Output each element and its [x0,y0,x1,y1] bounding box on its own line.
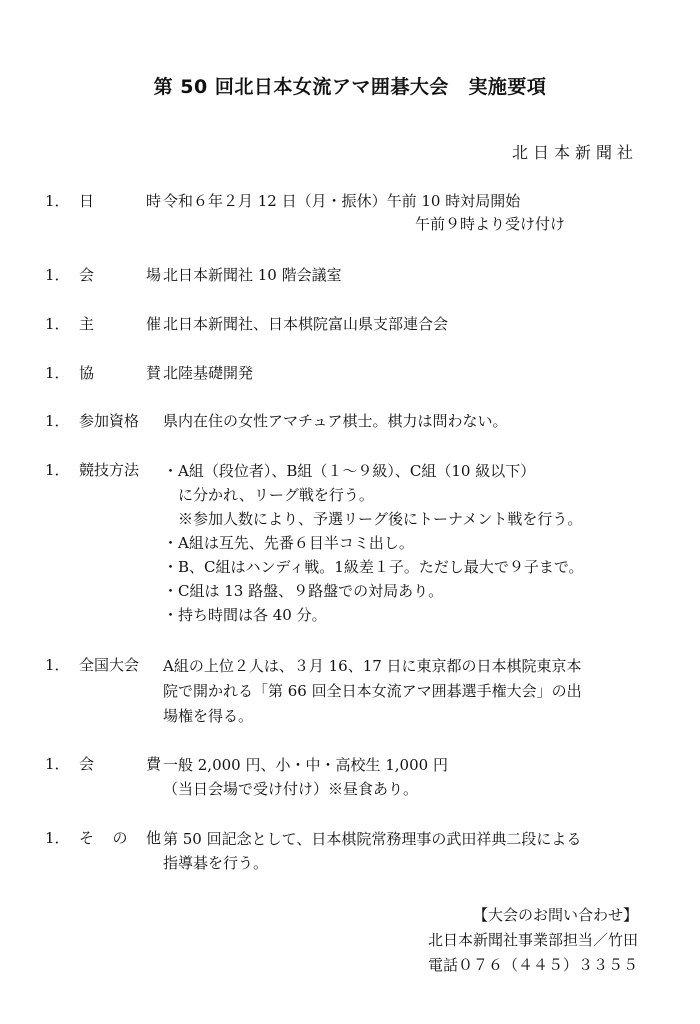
item-competition-format [45,459,665,627]
label-char: 時 [145,192,161,210]
item-number: 1． [45,192,70,210]
body-line: ・A組（段位者）、B組（１～９級）、C組（10 級以下） [163,462,536,480]
body-line: 北日本新聞社 10 階会議室 [163,266,342,284]
body-line: 令和６年２月 12 日（月・振休）午前 10 時対局開始 [163,192,521,210]
item-body [163,362,665,385]
label-char: 主 [79,315,95,333]
item-label: 参加資格 [79,412,140,430]
item-venue [45,264,665,287]
item-body [163,264,665,287]
label-char: 賛 [145,364,161,382]
item-organizer [45,313,665,336]
item-label [79,362,161,385]
label-char: の [112,829,128,847]
item-sponsor [45,362,665,385]
contact-department: 北日本新聞社事業部担当／竹田 [427,931,638,949]
item-number: 1． [45,656,70,674]
organization-name: 北日本新聞社 [511,143,638,162]
body-line: 北陸基礎開発 [163,364,254,382]
item-number: 1． [45,364,70,382]
body-line: 場権を得る。 [163,707,254,725]
body-line: に分かれ、リーグ戦を行う。 [178,486,374,504]
item-body [163,654,665,729]
item-body [163,313,665,336]
body-line: ・B、C組はハンディ戦。1級差１子。ただし最大で９子まで。 [163,558,584,576]
item-body [163,410,665,433]
label-char: 協 [79,364,95,382]
label-char: 他 [145,829,161,847]
item-label [79,264,161,287]
item-fee [45,753,665,801]
item-eligibility [45,410,665,433]
body-line: 第 50 回記念として、日本棋院常務理事の武田祥典二段による [163,830,582,848]
item-label [79,827,161,850]
body-line: 県内在住の女性アマチュア棋士。棋力は問わない。 [163,412,508,430]
page-title: 第 50 回北日本女流アマ囲碁大会 実施要項 [153,76,547,98]
label-char: 日 [79,192,95,210]
body-line: A組の上位２人は、３月 16、17 日に東京都の日本棋院東京本 [163,657,582,675]
item-other [45,827,665,875]
item-number: 1． [45,461,70,479]
body-line: 午前９時より受け付け [415,215,566,233]
contact-block [428,903,638,978]
item-number: 1． [45,412,70,430]
item-number: 1． [45,315,70,333]
body-line: ※参加人数により、予選リーグ後にトーナメント戦を行う。 [178,510,583,528]
item-national-tournament [45,654,665,729]
body-line: 一般 2,000 円、小・中・高校生 1,000 円 [163,756,448,774]
item-label [79,313,161,336]
item-body [163,827,665,875]
contact-heading: 【大会のお問い合わせ】 [472,906,638,924]
body-line: 院で開かれる「第 66 回全日本女流アマ囲碁選手権大会」の出 [163,682,582,700]
item-label [79,190,161,213]
body-line: （当日会場で受け付け）※昼食あり。 [163,780,419,798]
body-line: ・持ち時間は各 40 分。 [163,606,327,624]
item-label [79,753,161,776]
item-number: 1． [45,755,70,773]
label-char: そ [79,829,95,847]
label-char: 会 [79,755,95,773]
item-label: 競技方法 [79,461,140,479]
item-datetime [45,190,665,236]
item-number: 1． [45,266,70,284]
body-line: ・C組は 13 路盤、９路盤での対局あり。 [163,582,444,600]
item-body [163,190,665,236]
body-line: 指導碁を行う。 [163,854,269,872]
label-char: 場 [145,266,161,284]
label-char: 費 [145,755,161,773]
item-body [163,459,665,627]
contact-phone: 電話０７６（４４５）３３５５ [427,956,638,974]
body-line: 北日本新聞社、日本棋院富山県支部連合会 [163,315,449,333]
label-char: 催 [145,315,161,333]
item-label: 全国大会 [79,656,140,674]
label-char: 会 [79,266,95,284]
item-number: 1． [45,829,70,847]
item-body [163,753,665,801]
body-line: ・A組は互先、先番６目半コミ出し。 [163,534,414,552]
